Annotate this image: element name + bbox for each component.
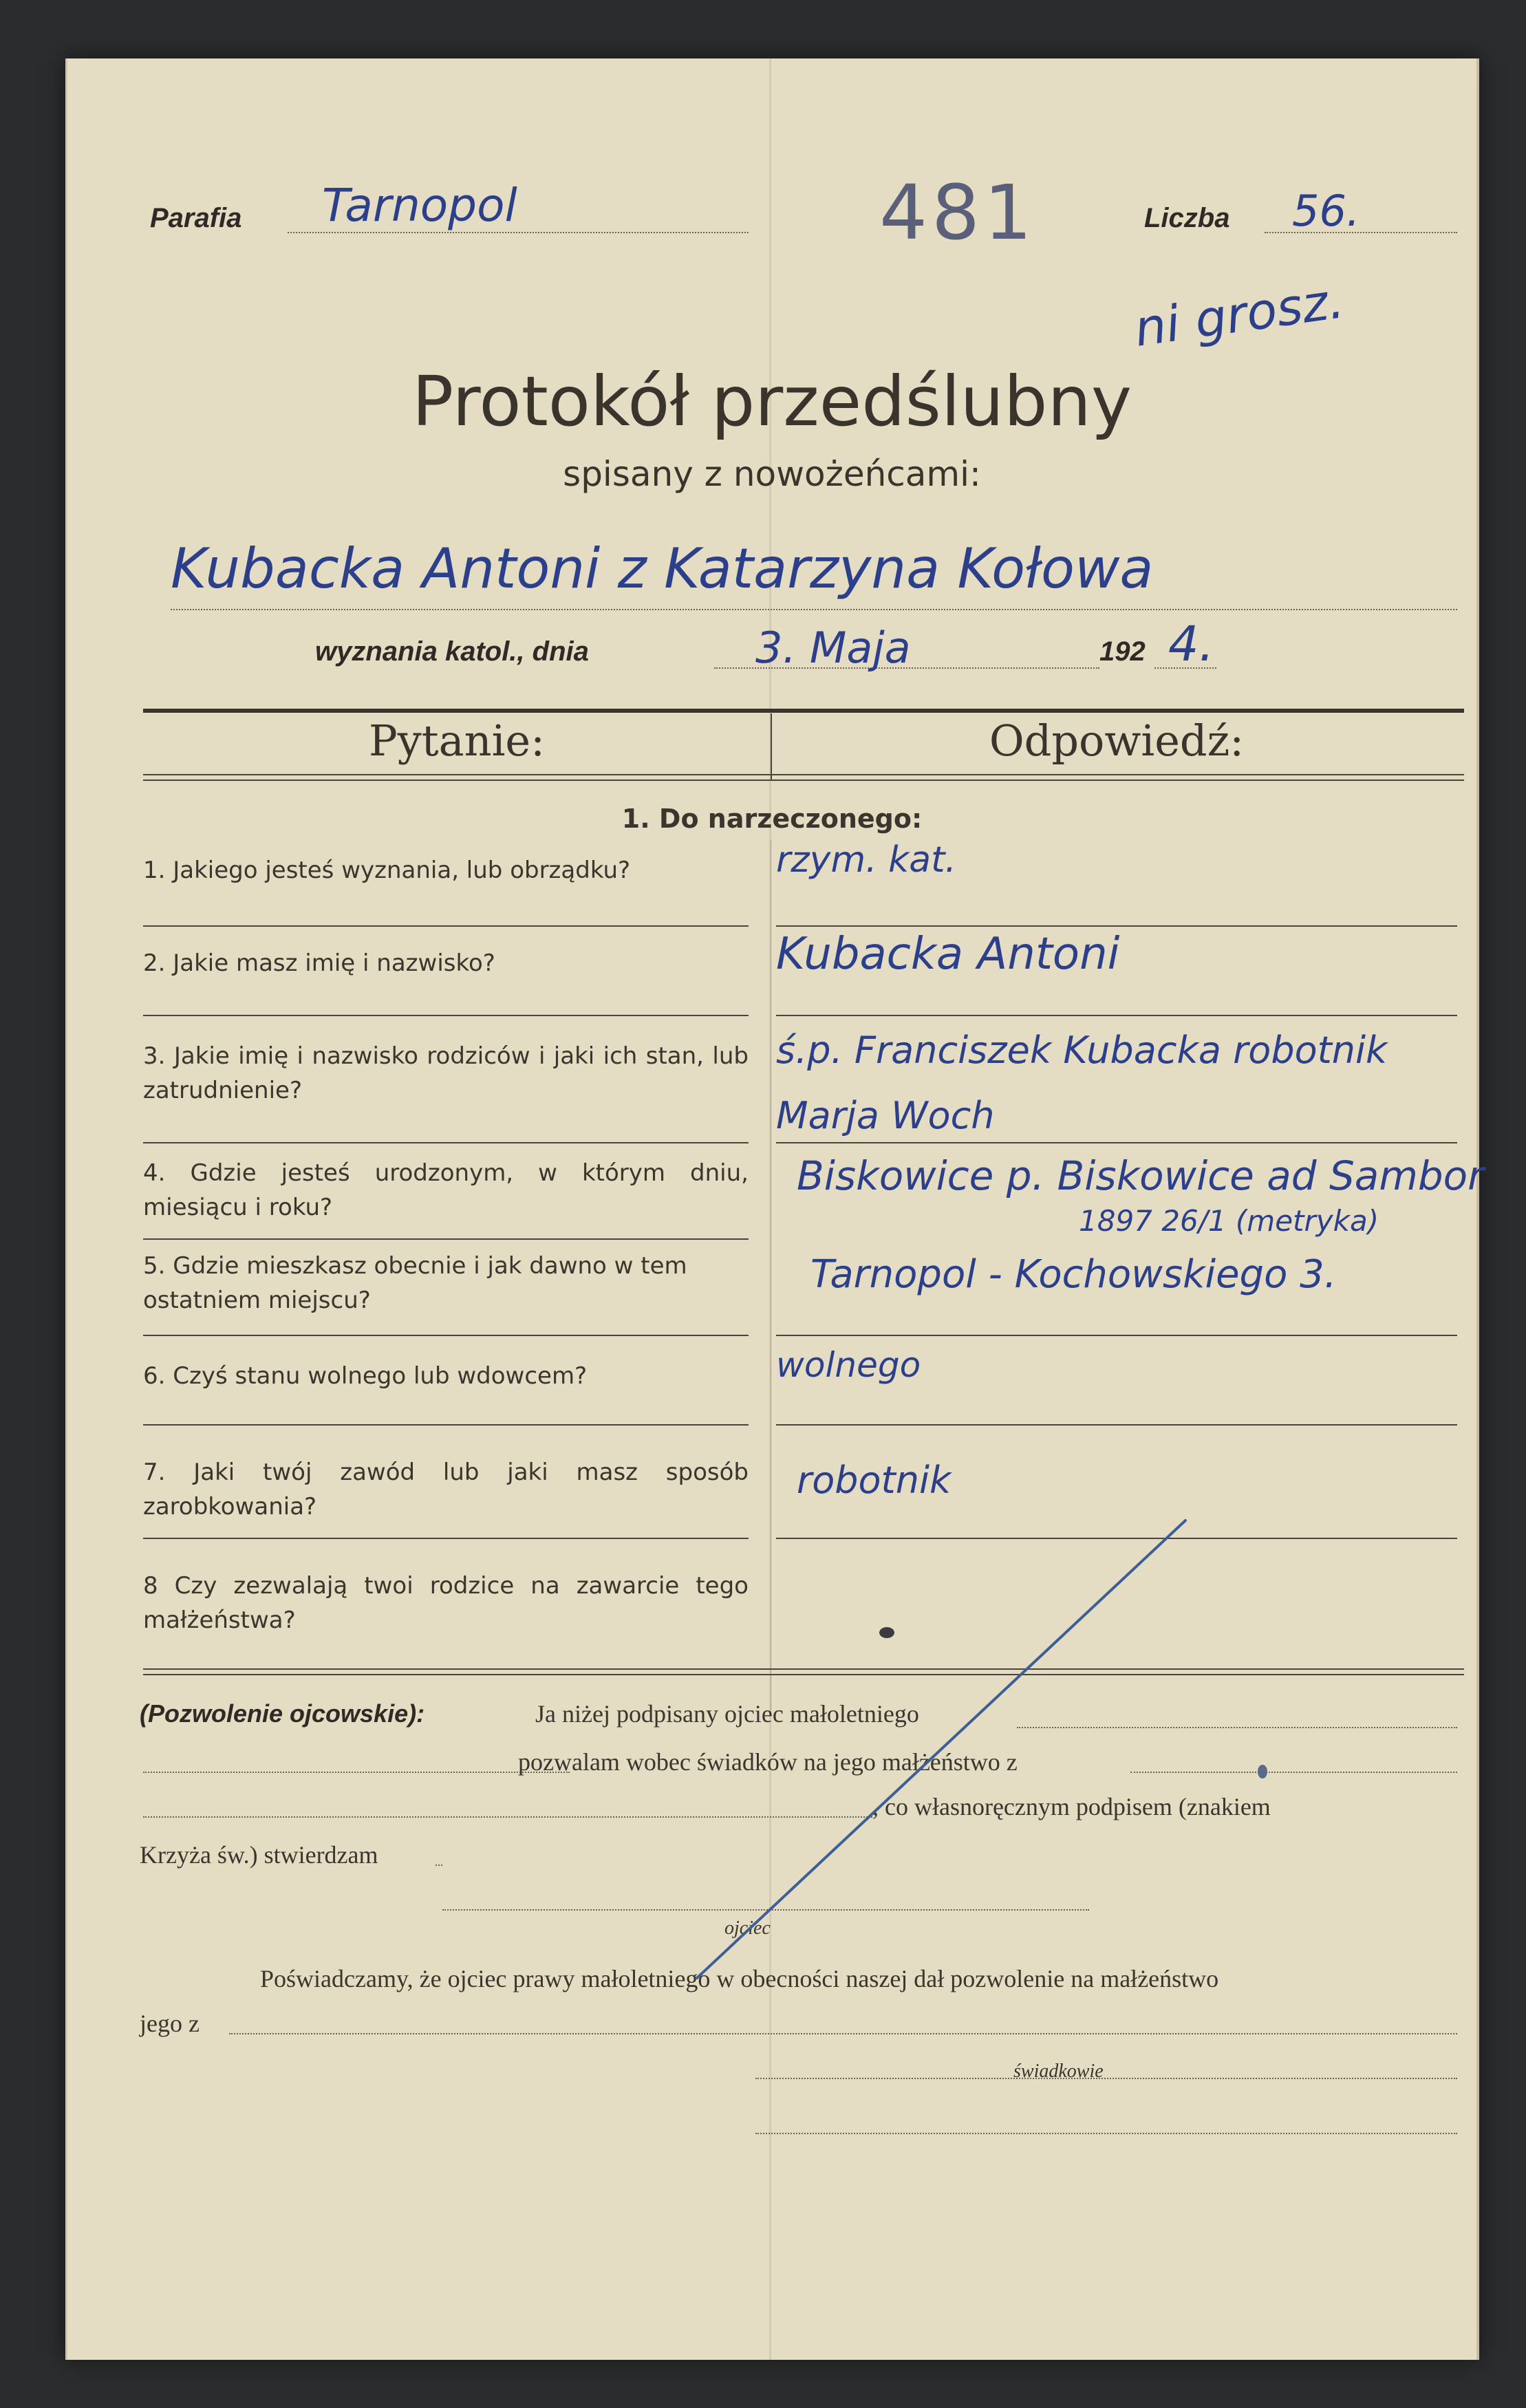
year-suffix: 4. xyxy=(1168,616,1214,672)
question-5: 5. Gdzie mieszkasz obecnie i jak dawno w tem ostatniem miejscu? xyxy=(143,1252,687,1314)
column-answer-header: Odpowiedź: xyxy=(989,716,1245,766)
answer-3: ś.p. Franciszek Kubacka robotnik xyxy=(776,1029,1388,1072)
answer-3-line-2: Marja Woch xyxy=(776,1094,995,1137)
liczba-value: 56. xyxy=(1292,186,1360,236)
column-question-header: Pytanie: xyxy=(369,716,545,766)
question-2: 2. Jakie masz imię i nazwisko? xyxy=(143,949,495,977)
permission-line-2: pozwalam wobec świadków na jego małżeństwo z xyxy=(518,1748,1018,1776)
jego-z-label: jego z xyxy=(140,2010,200,2037)
date-label: wyznania katol., dnia xyxy=(315,636,589,667)
swiadkowie-caption: świadkowie xyxy=(1013,2061,1104,2082)
answer-4: Biskowice p. Biskowice ad Sambor xyxy=(797,1152,1484,1199)
parafia-value: Tarnopol xyxy=(322,179,517,232)
question-3: 3. Jakie imię i nazwisko rodziców i jaki ich stan, lub zatrudnienie? xyxy=(143,1042,749,1104)
section-heading: 1. Do narzeczonego: xyxy=(621,804,923,834)
permission-line-3: , co własnoręcznym podpisem (znakiem xyxy=(872,1793,1271,1820)
ink-blot xyxy=(879,1627,894,1638)
date-day-value: 3. Maja xyxy=(755,623,911,673)
number-stamp: 481 xyxy=(879,169,1036,257)
handwritten-note: ni grosz. xyxy=(1130,271,1348,358)
document-sheet xyxy=(65,58,1484,2360)
question-4: 4. Gdzie jesteś urodzonym, w którym dniu, miesiącu i roku? xyxy=(143,1159,749,1221)
cancellation-stroke xyxy=(67,58,1476,2360)
document-title: Protokół przedślubny xyxy=(411,361,1132,442)
answer-2: Kubacka Antoni xyxy=(776,929,1120,980)
attestation-text: Poświadczamy, że ojciec prawy małoletniego w obecności naszej dał pozwolenie na małżeństwo xyxy=(260,1965,1219,1992)
question-1: 1. Jakiego jesteś wyznania, lub obrządku? xyxy=(143,857,631,884)
answer-4-line-2: 1897 26/1 (metryka) xyxy=(1079,1204,1379,1238)
answer-1: rzym. kat. xyxy=(776,839,957,881)
document-subtitle: spisany z nowożeńcami: xyxy=(563,454,981,494)
permission-line-4: Krzyża św.) stwierdzam xyxy=(140,1841,378,1869)
liczba-label: Liczba xyxy=(1144,203,1230,233)
permission-line-1: Ja niżej podpisany ojciec małoletniego xyxy=(535,1700,919,1728)
year-prefix: 192 xyxy=(1099,636,1146,667)
question-7: 7. Jaki twój zawód lub jaki masz sposób zarobkowania? xyxy=(143,1459,749,1520)
couple-names: Kubacka Antoni z Katarzyna Kołowa xyxy=(171,537,1154,601)
ojciec-caption: ojciec xyxy=(724,1917,771,1939)
answer-5: Tarnopol - Kochowskiego 3. xyxy=(810,1252,1337,1297)
answer-7: robotnik xyxy=(797,1459,952,1502)
answer-6: wolnego xyxy=(776,1345,921,1385)
question-8: 8 Czy zezwalają twoi rodzice na zawarcie tego małżeństwa? xyxy=(143,1572,749,1634)
ink-blot-2 xyxy=(1258,1765,1267,1778)
permission-label: (Pozwolenie ojcowskie): xyxy=(140,1699,425,1728)
parafia-label: Parafia xyxy=(150,203,242,233)
question-6: 6. Czyś stanu wolnego lub wdowcem? xyxy=(143,1362,588,1390)
